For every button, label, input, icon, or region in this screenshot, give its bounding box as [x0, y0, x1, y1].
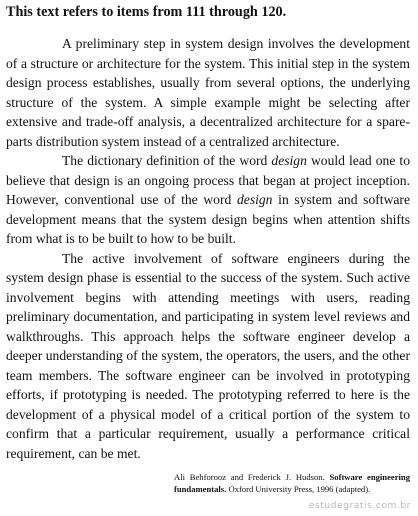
page-heading: This text refers to items from 111 through 120. — [6, 4, 287, 20]
paragraph-2-part-3: in system and software development means that the system design begins when attention shifts from what is to be built to how to be built. — [6, 192, 410, 246]
source-title: Software engineering fundamentals. — [174, 472, 410, 494]
paragraph-2-emphasis-1: design — [271, 153, 307, 168]
watermark: estudegratis.com.br — [308, 501, 411, 511]
paragraph-3: The active involvement of software engineers during the system design phase is essential to the success of the system. Such active involvement begins with attending meetings with users, reading preliminary documentation, and participating in system level reviews and walkthroughs. This approach helps the software engineer develop a deeper understanding of the system, the operators, the users, and the other team members. The software engineer can be involved in prototyping efforts, if prototyping is needed. The prototyping referred to here is the development of a physical model of a critical portion of the system to confirm that a particular requirement, usually a performance critical requirement, can be met. — [6, 250, 410, 461]
paragraph-1: A preliminary step in system design involves the development of a structure or architecture for the system. This initial step in the system design process establishes, usually from several options, the underlying structure of the system. A simple example might be selecting after extensive and trade-off analysis, a decentralized architecture for a spare-parts distribution system instead of a centralized architecture. — [6, 36, 410, 149]
document-body — [6, 4, 410, 495]
source-authors: Ali Behforooz and Frederick J. Hudson. — [174, 472, 325, 482]
source-publisher: Oxford University Press, 1996 (adapted). — [228, 484, 371, 494]
paragraph-2-part-2: would lead one to believe that design is an ongoing process that began at project inception. However, conventional use of the word — [6, 153, 410, 207]
paragraph-2-part-1: The dictionary definition of the word — [62, 153, 272, 168]
source-citation — [174, 471, 410, 495]
paragraph-2-emphasis-2: design — [236, 192, 273, 207]
paragraph-2 — [6, 151, 410, 249]
